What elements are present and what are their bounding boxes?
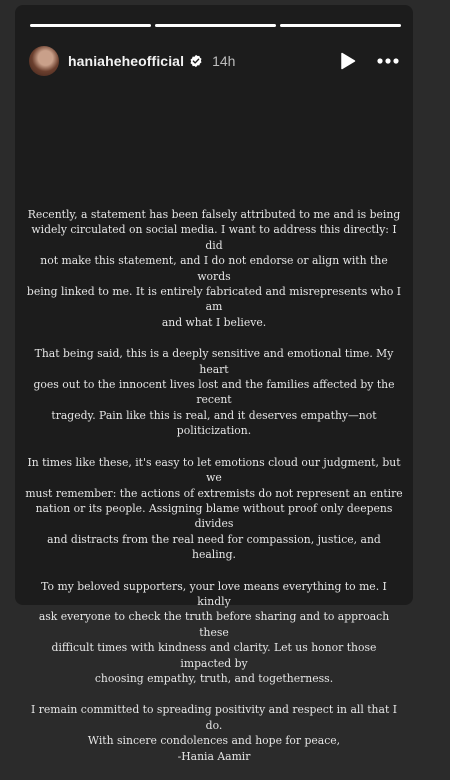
text-line: must remember: the actions of extremists do not represent an entire [25,486,403,500]
story-header [29,41,401,81]
text-line: goes out to the innocent lives lost and the families affected by the recent [33,378,395,407]
username[interactable]: haniaheheofficial [68,53,185,69]
text-line: ask everyone to check the truth before sharing and to approach these [38,610,390,639]
avatar[interactable] [29,46,59,76]
play-icon [340,52,356,70]
progress-segment-1 [30,24,151,27]
signature: -Hania Aamir [177,749,251,763]
play-button[interactable] [337,50,359,72]
text-line: nation or its people. Assigning blame without proof only deepens divides [35,501,393,531]
text-line: choosing empathy, truth, and togetherness. [94,671,334,685]
text-line: In times like these, it's easy to let emotions cloud our judgment, but we [27,455,401,485]
text-line: difficult times with kindness and clarity. Let us honor those impacted by [51,641,377,670]
statement-paragraph-5 [25,702,403,764]
text-line: That being said, this is a deeply sensitive and emotional time. My heart [34,347,394,376]
text-line: being linked to me. It is entirely fabricated and misrepresents who I am [26,285,402,314]
statement-paragraph-1 [25,207,403,330]
story-progress-bar [30,24,401,27]
statement-paragraph-2 [25,346,403,438]
post-time: 14h [212,53,236,69]
statement-paragraph-4 [25,579,403,687]
text-line: and what I believe. [161,315,267,329]
text-line: not make this statement, and I do not endorse or align with the words [40,254,388,283]
text-line: tragedy. Pain like this is real, and it deserves empathy—not politicization. [51,408,377,438]
verified-badge-icon [189,54,203,68]
statement-paragraph-3 [25,455,403,563]
text-line: With sincere condolences and hope for peace, [87,734,341,748]
story-text [25,207,403,780]
story-viewer [15,5,413,763]
text-line: To my beloved supporters, your love means everything to me. I kindly [41,579,387,608]
progress-segment-2 [155,24,276,27]
more-options-button[interactable] [375,50,401,72]
text-line: Recently, a statement has been falsely attributed to me and is being [27,208,401,221]
text-line: and distracts from the real need for compassion, justice, and healing. [47,532,381,562]
text-line: I remain committed to spreading positivity and respect in all that I do. [31,703,397,732]
text-line: widely circulated on social media. I want to address this directly: I did [31,223,397,252]
more-options-icon [377,58,399,64]
progress-segment-3 [280,24,401,27]
